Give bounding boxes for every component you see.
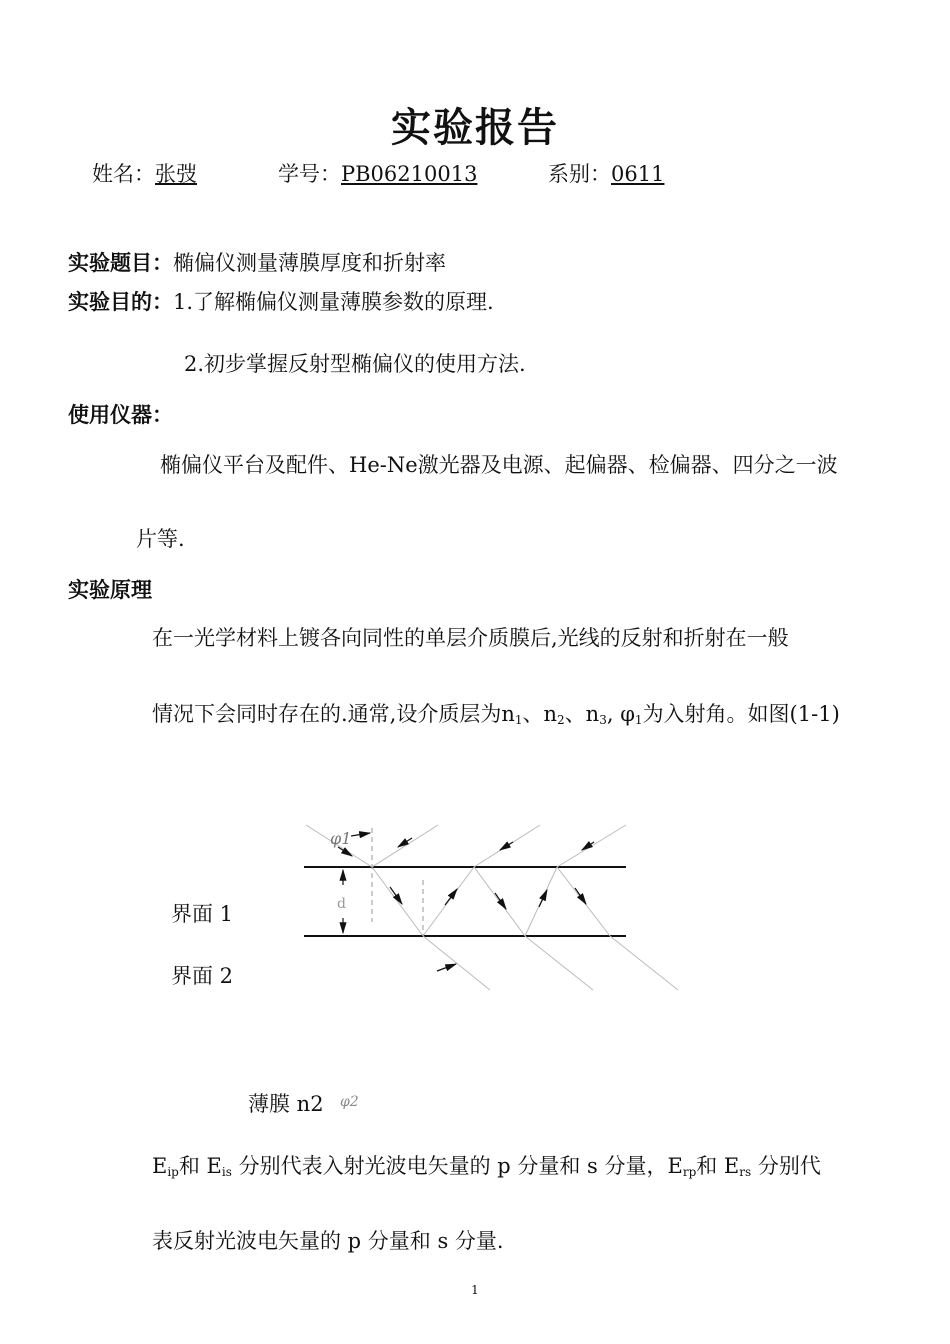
department-value: 0611 [611,162,665,186]
definition-text: 和 E [178,1154,222,1178]
principle-label: 实验原理 [68,578,152,602]
principle-text: 情况下会同时存在的.通常,设介质层为n [152,702,515,726]
purpose-label: 实验目的： [68,290,173,314]
light-rays [306,825,678,990]
subscript: 1 [514,713,523,727]
subscript: 2 [557,713,565,727]
topic-text: 椭偏仪测量薄膜厚度和折射率 [173,251,446,275]
film-label: 薄膜 n2 [248,1092,324,1116]
principle-text: , φ [606,702,635,726]
principle-line-1: 在一光学材料上镀各向同性的单层介质膜后,光线的反射和折射在一般 [152,626,789,650]
incidence-angle-label: φ1 [330,829,352,848]
definition-text: 分别代 [751,1154,821,1178]
principle-text: 、n [564,702,600,726]
name-value: 张弢 [155,162,197,186]
definition-text: 分别代表入射光波电矢量的 p 分量和 s 分量，E [231,1154,683,1178]
name-label: 姓名： [92,162,155,186]
page-number: 1 [471,1283,479,1297]
instruments-line-1: 椭偏仪平台及配件、He-Ne激光器及电源、起偏器、检偏器、四分之一波 [160,453,838,477]
department-label: 系别： [548,162,611,186]
subscript: 1 [634,713,643,727]
definition-line-2: 表反射光波电矢量的 p 分量和 s 分量. [152,1229,504,1253]
purpose-item-1: 1.了解椭偏仪测量薄膜参数的原理. [173,290,494,314]
subscript: ip [167,1165,179,1179]
definition-text: 和 E [696,1154,740,1178]
interface-1-label: 界面 1 [171,902,234,926]
subscript: rp [682,1165,697,1179]
definition-text: E [152,1154,168,1178]
report-title: 实验报告 [391,105,559,151]
instruments-label: 使用仪器： [68,403,173,427]
principle-text: 为入射角。如图(1-1) [642,702,840,726]
subscript: 3 [599,713,607,727]
refraction-angle-label: φ2 [340,1094,359,1110]
interface-2-label: 界面 2 [171,964,234,988]
purpose-item-2: 2.初步掌握反射型椭偏仪的使用方法. [184,352,526,376]
direction-arrows [338,833,594,971]
topic-label: 实验题目： [68,251,173,275]
student-id-label: 学号： [278,162,341,186]
principle-text: 、n [522,702,558,726]
thickness-label: d [337,896,346,912]
subscript: rs [739,1165,752,1179]
definition-line-1 [152,1150,821,1180]
student-id-value: PB06210013 [341,162,478,186]
subscript: is [221,1165,232,1179]
instruments-line-2: 片等. [136,527,185,551]
